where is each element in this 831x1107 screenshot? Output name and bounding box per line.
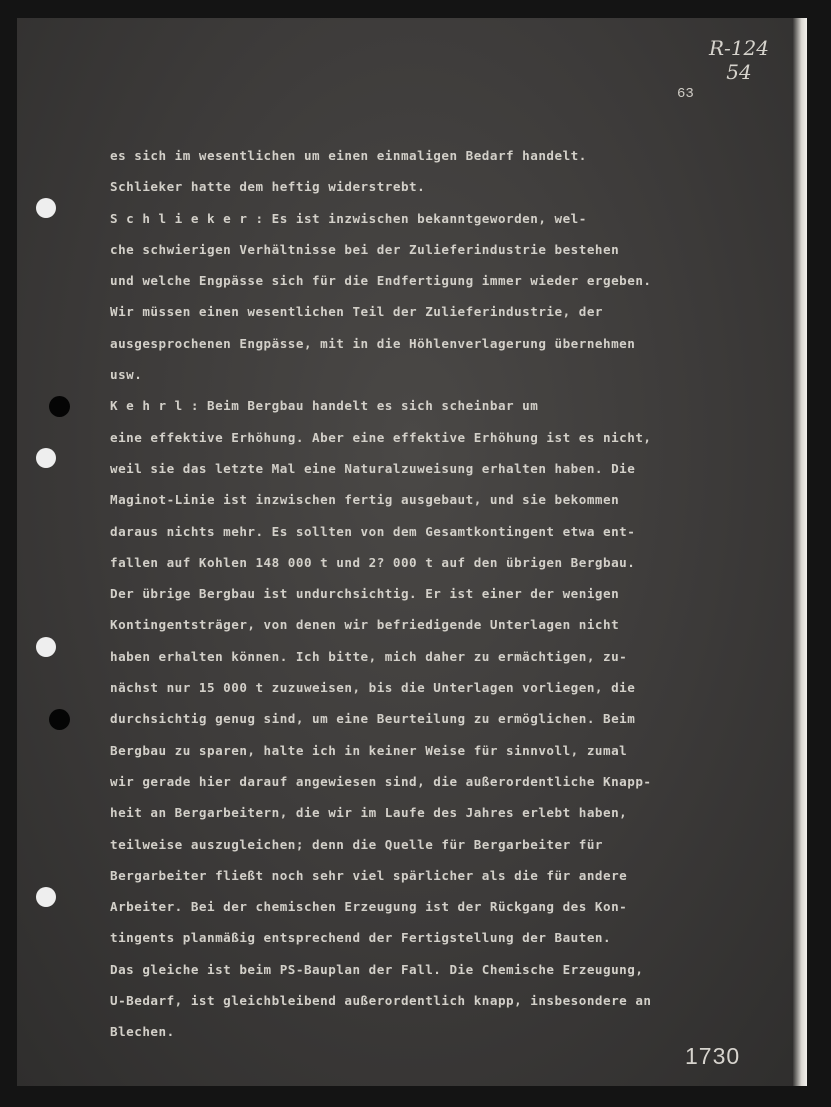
text-line: Bergbau zu sparen, halte ich in keiner Weise für sinnvoll, zumal [110,742,628,758]
text-line: wir gerade hier darauf angewiesen sind, die außerordentliche Knapp- [110,773,652,789]
document-page [17,18,807,1086]
handwritten-note-line2: 54 [726,60,752,84]
text-line: ausgesprochenen Engpässe, mit in die Höhlenverlagerung übernehmen [110,335,636,351]
text-line: teilweise auszugleichen; denn die Quelle für Bergarbeiter für [110,836,604,852]
text-line: che schwierigen Verhältnisse bei der Zulieferindustrie bestehen [110,241,620,257]
text-line: heit an Bergarbeitern, die wir im Laufe des Jahres erlebt haben, [110,805,628,821]
text-line: usw. [110,367,143,383]
text-line: fallen auf Kohlen 148 000 t und 2? 000 t auf den übrigen Bergbau. [110,554,636,570]
text-line: durchsichtig genug sind, um eine Beurteilung zu ermöglichen. Beim [110,711,636,727]
text-line: haben erhalten können. Ich bitte, mich daher zu ermächtigen, zu- [110,648,628,664]
text-line: und welche Engpässe sich für die Endfertigung immer wieder ergeben. [110,273,652,289]
punch-hole [49,709,70,730]
text-line: weil sie das letzte Mal eine Naturalzuweisung erhalten haben. Die [110,460,636,476]
punch-hole [36,198,56,218]
text-line: daraus nichts mehr. Es sollten von dem Gesamtkontingent etwa ent- [110,523,636,539]
text-line: Arbeiter. Bei der chemischen Erzeugung ist der Rückgang des Kon- [110,899,628,915]
text-line: Das gleiche ist beim PS-Bauplan der Fall. Die Chemische Erzeugung, [110,961,644,977]
text-line: Der übrige Bergbau ist undurchsichtig. Er ist einer der wenigen [110,586,620,602]
text-line: S c h l i e k e r : Es ist inzwischen bekanntgeworden, wel- [110,210,587,226]
handwritten-note-line1: R-124 [709,36,769,60]
text-line: Wir müssen einen wesentlichen Teil der Zulieferindustrie, der [110,304,604,320]
text-line: Schlieker hatte dem heftig widerstrebt. [110,179,426,195]
text-line: K e h r l : Beim Bergbau handelt es sich scheinbar um [110,398,539,414]
archive-number: 1730 [685,1043,741,1069]
punch-hole [36,637,56,657]
punch-hole [49,396,70,417]
page-number: 63 [677,86,694,102]
text-line: Kontingentsträger, von denen wir befriedigende Unterlagen nicht [110,617,620,633]
handwritten-note [699,36,779,84]
punch-hole [36,448,56,468]
page-edge [793,18,807,1086]
text-line: Maginot-Linie ist inzwischen fertig ausgebaut, und sie bekommen [110,492,620,508]
text-line: es sich im wesentlichen um einen einmaligen Bedarf handelt. [110,148,587,163]
text-line: nächst nur 15 000 t zuzuweisen, bis die Unterlagen vorliegen, die [110,680,636,696]
text-line: tingents planmäßig entsprechend der Fertigstellung der Bauten. [110,930,612,946]
text-line: Bergarbeiter fließt noch sehr viel spärlicher als die für andere [110,867,628,883]
text-line: U-Bedarf, ist gleichbleibend außerordentlich knapp, insbesondere an [110,993,652,1009]
text-line: eine effektive Erhöhung. Aber eine effektive Erhöhung ist es nicht, [110,429,652,445]
document-body [110,140,720,1048]
text-line: Blechen. [110,1024,175,1040]
punch-hole [36,887,56,907]
